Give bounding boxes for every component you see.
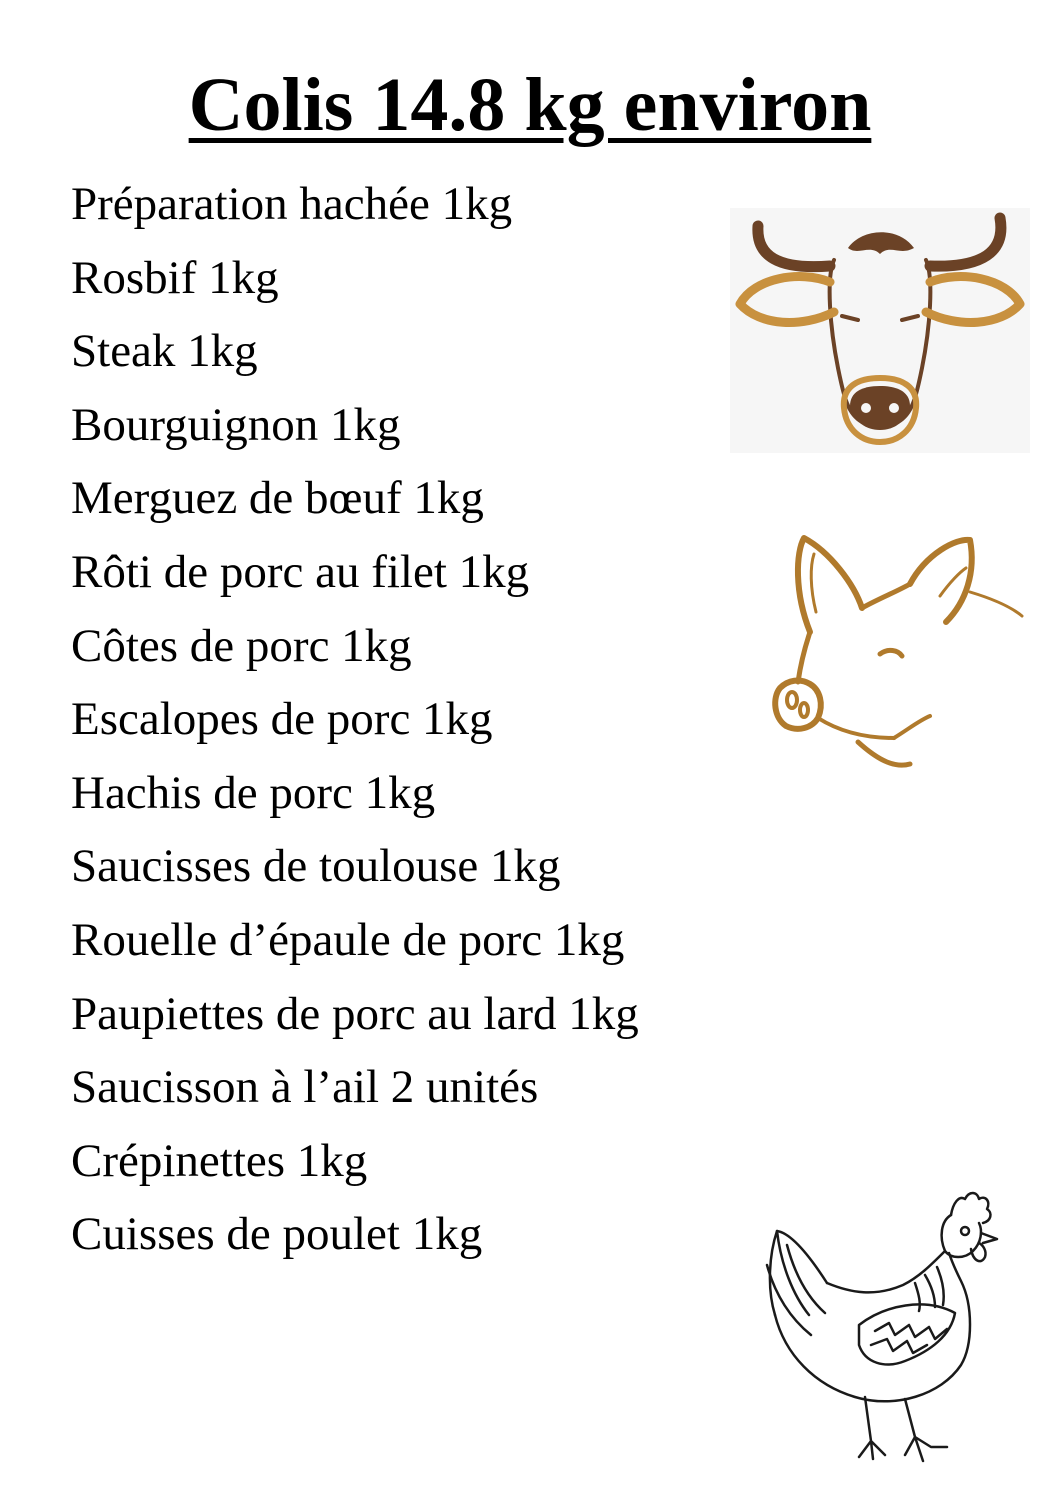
hen-icon <box>755 1185 1005 1475</box>
list-item: Crépinettes 1kg <box>71 1134 368 1187</box>
list-item: Côtes de porc 1kg <box>71 619 412 672</box>
list-item: Paupiettes de porc au lard 1kg <box>71 987 639 1040</box>
pig-head-icon <box>770 532 1030 772</box>
list-item: Escalopes de porc 1kg <box>71 693 493 746</box>
product-list <box>71 168 639 1272</box>
page-title <box>0 62 1060 149</box>
list-item: Saucisses de toulouse 1kg <box>71 840 561 893</box>
list-item: Rouelle d’épaule de porc 1kg <box>71 913 625 966</box>
list-item: Saucisson à l’ail 2 unités <box>71 1061 539 1114</box>
list-item: Steak 1kg <box>71 325 258 378</box>
list-item: Hachis de porc 1kg <box>71 766 436 819</box>
list-item: Rôti de porc au filet 1kg <box>71 545 530 598</box>
list-item: Merguez de bœuf 1kg <box>71 472 484 525</box>
page-title-text: Colis 14.8 kg environ <box>188 63 872 147</box>
list-item: Rosbif 1kg <box>71 251 279 304</box>
cow-head-icon <box>730 208 1030 453</box>
list-item: Préparation hachée 1kg <box>71 178 513 230</box>
list-item: Bourguignon 1kg <box>71 398 401 451</box>
list-item: Cuisses de poulet 1kg <box>71 1208 483 1261</box>
